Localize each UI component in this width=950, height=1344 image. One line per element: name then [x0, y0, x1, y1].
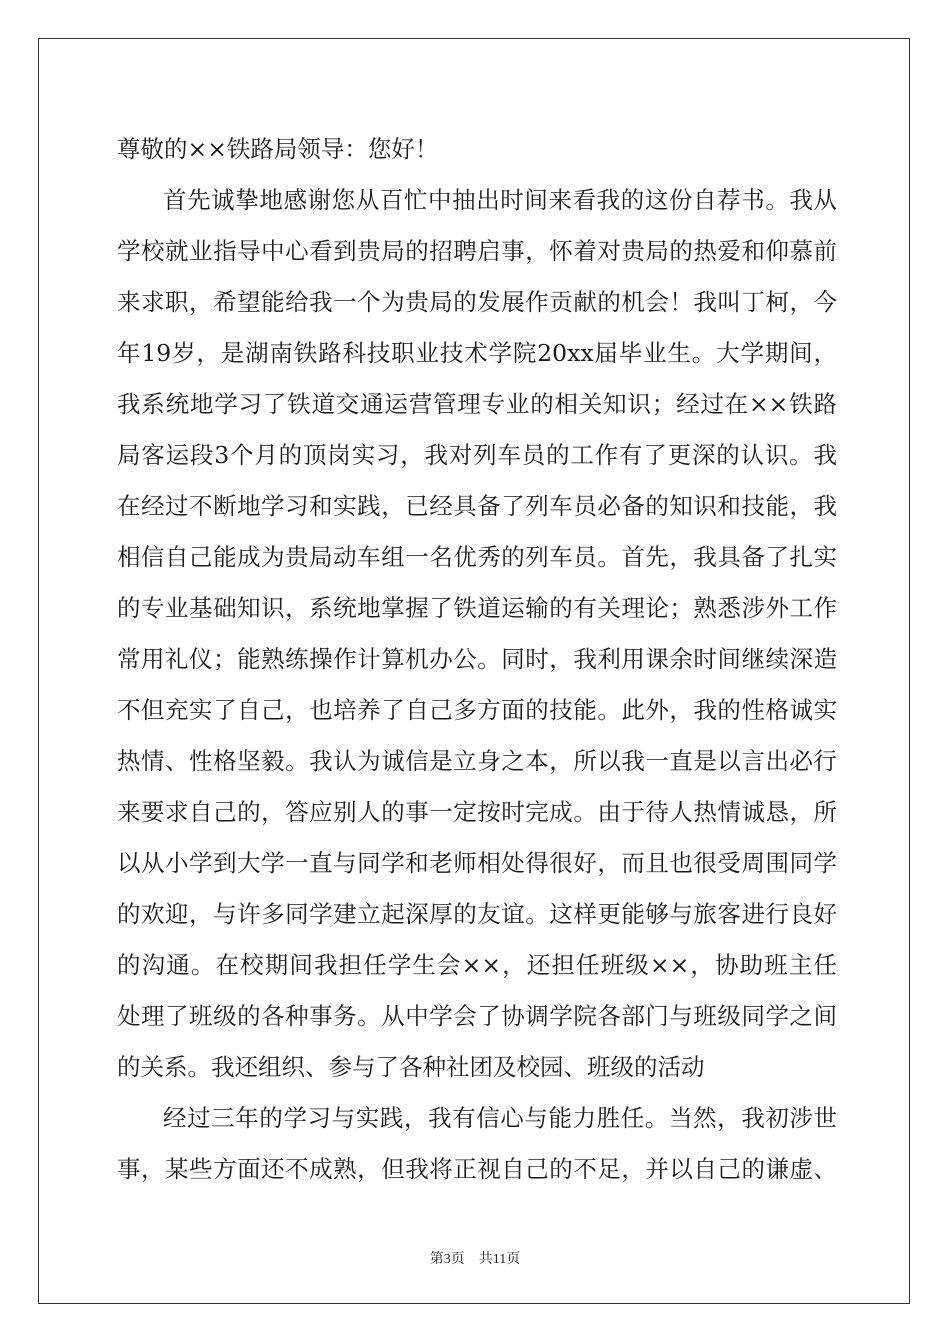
- paragraph-line: 局客运段3个月的顶岗实习，我对列车员的工作有了更深的认识。我: [117, 441, 837, 469]
- page-number-footer: 第3页 共11页: [429, 1252, 521, 1267]
- paragraph-line: 的沟通。在校期间我担任学生会××，还担任班级××，协助班主任: [117, 951, 837, 979]
- paragraph-line: 经过三年的学习与实践，我有信心与能力胜任。当然，我初涉世: [163, 1104, 837, 1132]
- paragraph-line: 来要求自己的，答应别人的事一定按时完成。由于待人热情诚恳，所: [117, 798, 837, 826]
- paragraph-line: 年19岁，是湖南铁路科技职业技术学院20xx届毕业生。大学期间，: [117, 339, 837, 367]
- paragraph-line: 事，某些方面还不成熟，但我将正视自己的不足，并以自己的谦虚、: [117, 1155, 837, 1183]
- paragraph-line: 的关系。我还组织、参与了各种社团及校园、班级的活动: [117, 1053, 705, 1081]
- paragraph-line: 热情、性格坚毅。我认为诚信是立身之本，所以我一直是以言出必行: [117, 747, 837, 775]
- paragraph-line: 处理了班级的各种事务。从中学会了协调学院各部门与班级同学之间: [117, 1002, 837, 1030]
- paragraph-line: 在经过不断地学习和实践，已经具备了列车员必备的知识和技能，我: [117, 492, 837, 520]
- paragraph-line: 的专业基础知识，系统地掌握了铁道运输的有关理论；熟悉涉外工作: [117, 594, 837, 622]
- paragraph-line: 首先诚挚地感谢您从百忙中抽出时间来看我的这份自荐书。我从: [163, 186, 837, 214]
- paragraph-line: 来求职，希望能给我一个为贵局的发展作贡献的机会！我叫丁柯，今: [117, 288, 837, 316]
- paragraph-line: 不但充实了自己，也培养了自己多方面的技能。此外，我的性格诚实: [117, 696, 837, 724]
- paragraph-line: 我系统地学习了铁道交通运营管理专业的相关知识；经过在××铁路: [117, 390, 837, 418]
- paragraph-line: 学校就业指导中心看到贵局的招聘启事，怀着对贵局的热爱和仰慕前: [117, 237, 837, 265]
- paragraph-line: 常用礼仪；能熟练操作计算机办公。同时，我利用课余时间继续深造: [117, 645, 837, 673]
- greeting-line: 尊敬的××铁路局领导：您好！: [117, 135, 439, 163]
- paragraph-line: 的欢迎，与许多同学建立起深厚的友谊。这样更能够与旅客进行良好: [117, 900, 837, 928]
- paragraph-line: 以从小学到大学一直与同学和老师相处得很好，而且也很受周围同学: [117, 849, 837, 877]
- paragraph-line: 相信自己能成为贵局动车组一名优秀的列车员。首先，我具备了扎实: [117, 543, 837, 571]
